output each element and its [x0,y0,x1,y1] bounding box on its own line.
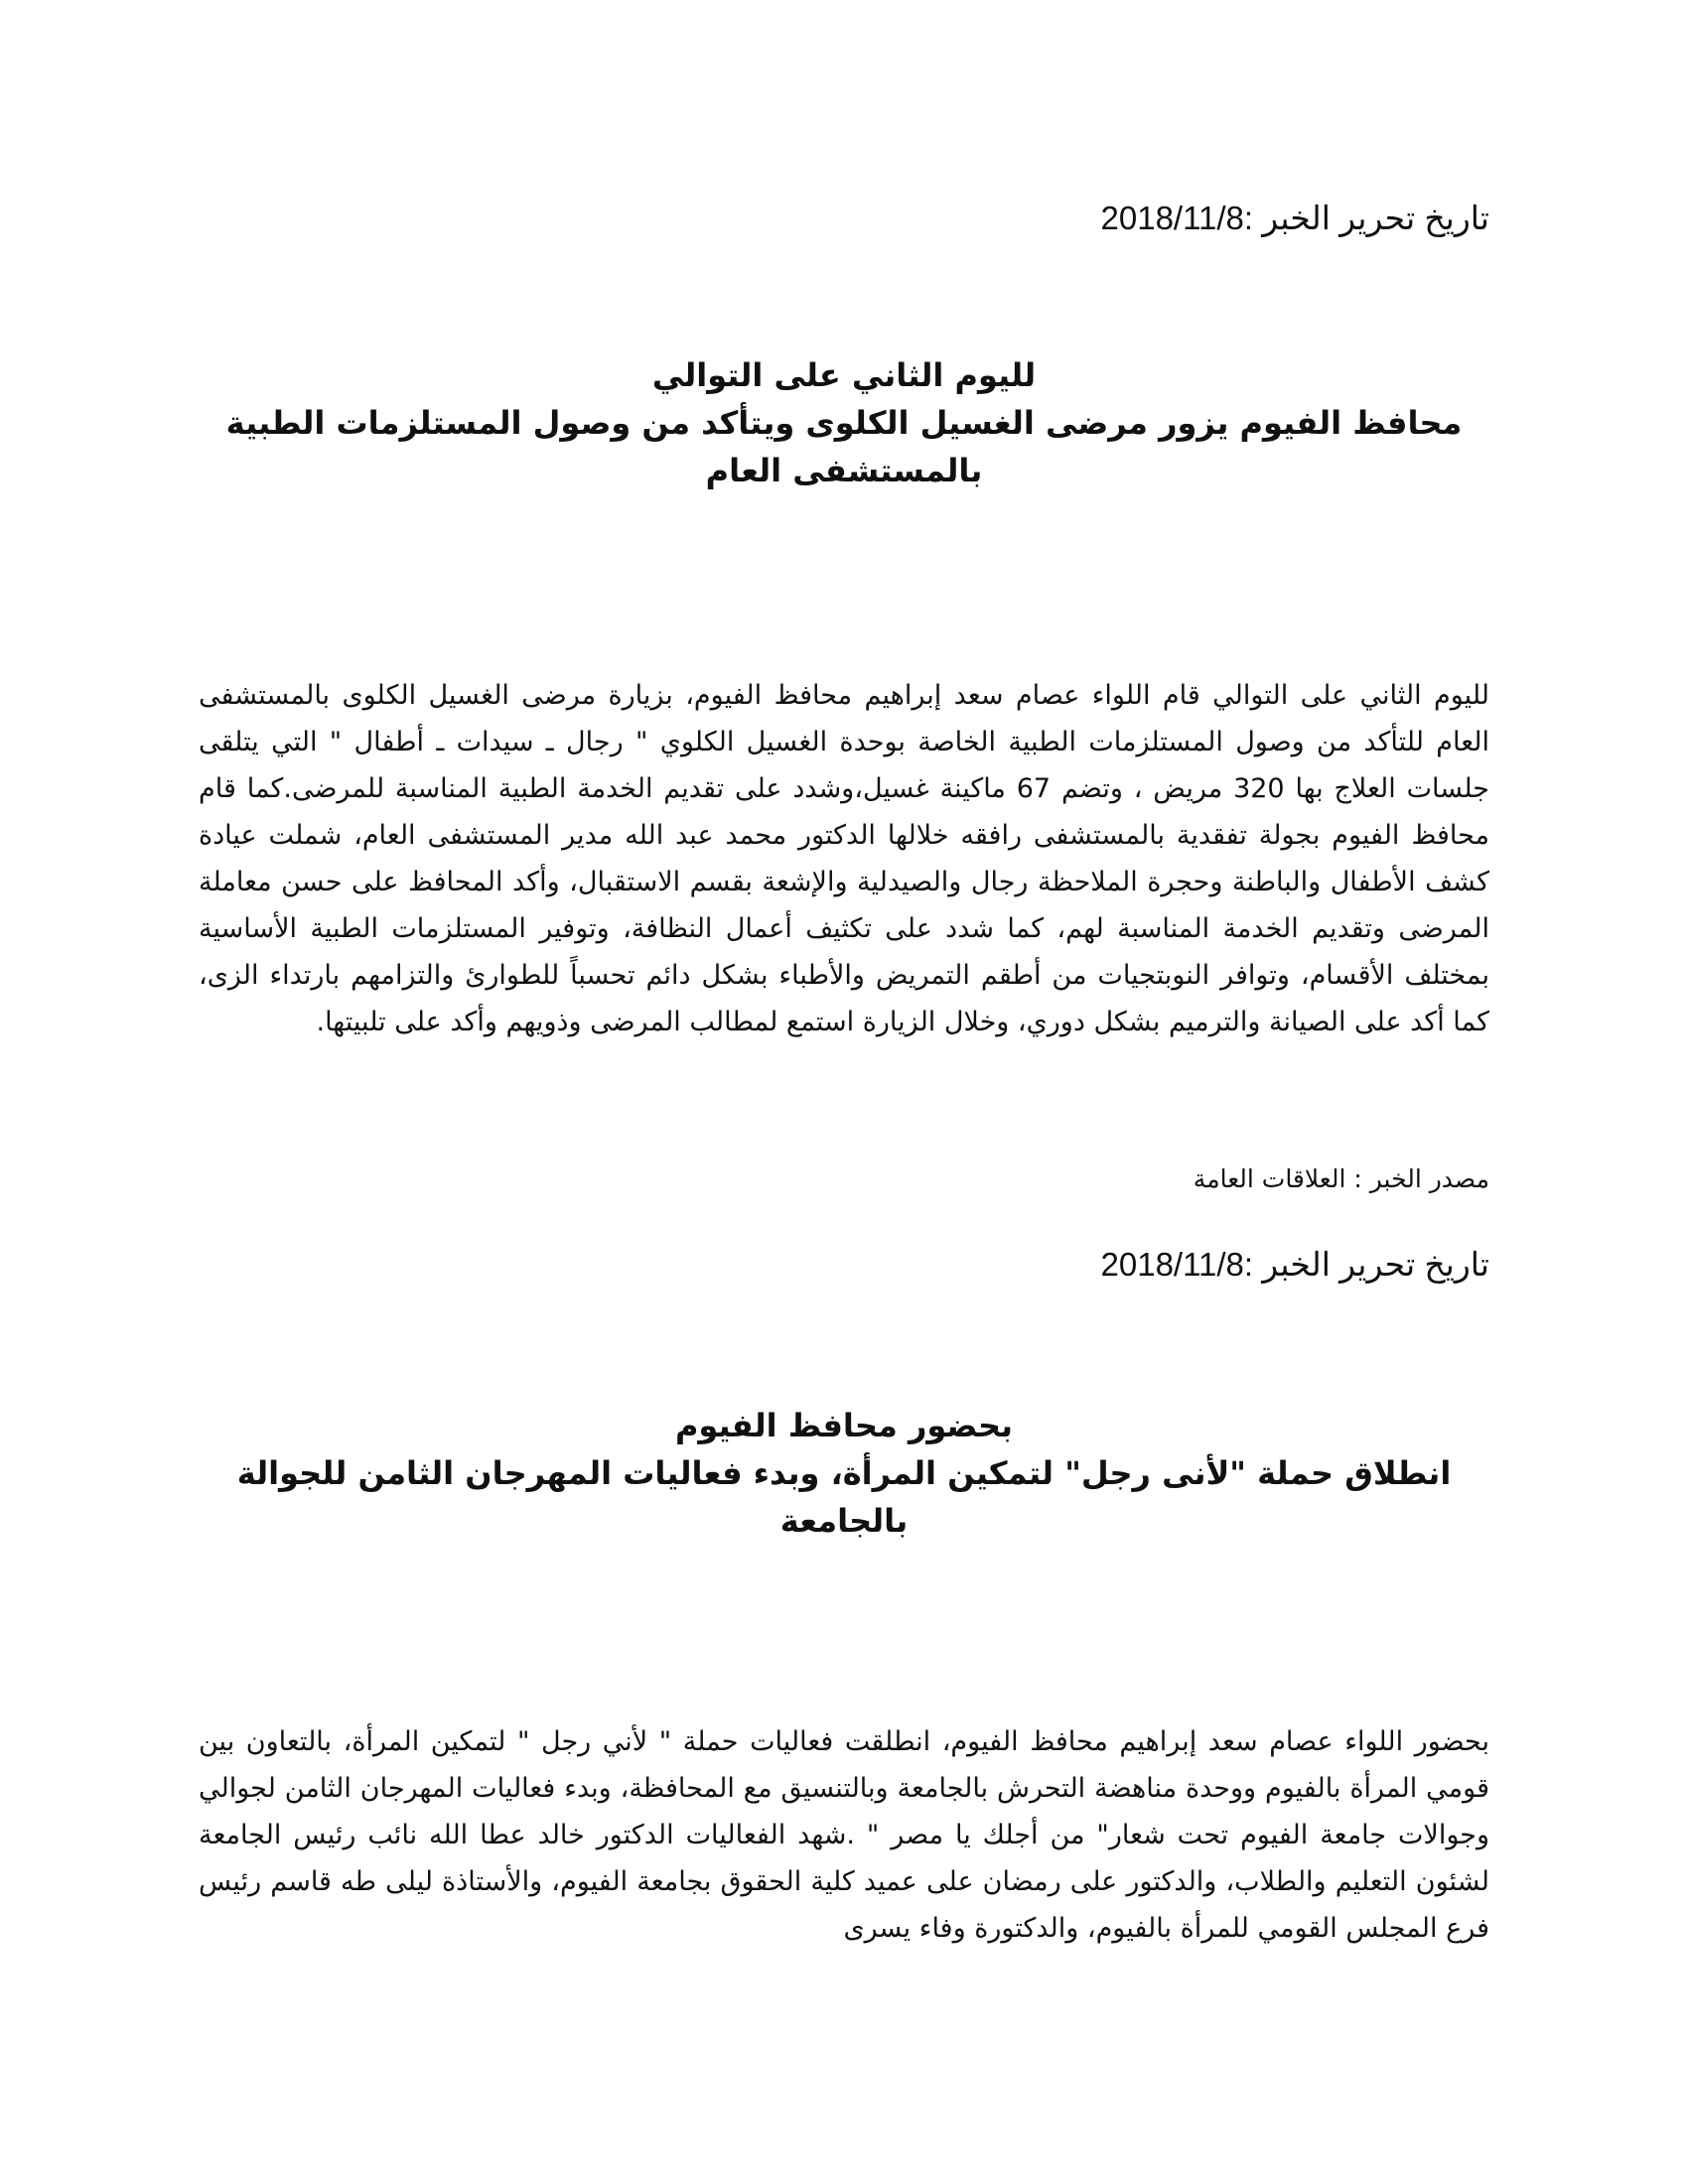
headline-continuation: بالمستشفى العام [705,452,983,489]
headline-main: انطلاق حملة "لأنى رجل" لتمكين المرأة، وبدء فعاليات المهرجان الثامن للجوالة [236,1454,1452,1492]
news-source-line: مصدر الخبر : العلاقات العامة [1193,1164,1489,1193]
news-headline [199,351,1489,494]
news-body-paragraph: بحضور اللواء عصام سعد إبراهيم محافظ الفيوم، انطلقت فعاليات حملة " لأني رجل " لتمكين المرأة، بالتعاون بين قومي المرأة بالفيوم ووحدة مناهضة التحرش بالجامعة وبالتنسيق مع المحافظة، وبدء فعاليات المهرجان الثامن لجوالي وجوالات جامعة الفيوم تحت شعار" من أجلك يا مصر " .شهد الفعاليات الدكتور خالد عطا الله نائب رئيس الجامعة لشئون التعليم والطلاب، والدكتور على رمضان على عميد كلية الحقوق بجامعة الفيوم، والأستاذة ليلى طه قاسم رئيس فرع المجلس القومي للمرأة بالفيوم، والدكتورة وفاء يسرى [199,1726,1489,1944]
headline-kicker: لليوم الثاني على التوالي [651,356,1037,394]
news-headline [199,1402,1489,1545]
news-date-line: تاريخ تحرير الخبر :2018/11/8 [1100,200,1489,236]
headline-continuation: بالجامعة [779,1502,909,1540]
news-body-paragraph: لليوم الثاني على التوالي قام اللواء عصام سعد إبراهيم محافظ الفيوم، بزيارة مرضى الغسيل الكلوى بالمستشفى العام للتأكد من وصول المستلزمات الطبية الخاصة بوحدة الغسيل الكلوي " رجال ـ سيدات ـ أطفال " التي يتلقى جلسات العلاج بها 320 مريض ، وتضم 67 ماكينة غسيل،وشدد على تقديم الخدمة الطبية المناسبة للمرضى.كما قام محافظ الفيوم بجولة تفقدية بالمستشفى رافقه خلالها الدكتور محمد عبد الله مدير المستشفى العام، شملت عيادة كشف الأطفال والباطنة وحجرة الملاحظة رجال والصيدلية والإشعة بقسم الاستقبال، وأكد المحافظ على حسن معاملة المرضى وتقديم الخدمة المناسبة لهم، كما شدد على تكثيف أعمال النظافة، وتوفير المستلزمات الطبية الأساسية بمختلف الأقسام، وتوافر النوبتجيات من أطقم التمريض والأطباء بشكل دائم تحسباً للطوارئ والتزامهم بارتداء الزى، كما أكد على الصيانة والترميم بشكل دوري، وخلال الزيارة استمع لمطالب المرضى وذويهم وأكد على تلبيتها. [199,680,1489,1037]
headline-kicker: بحضور محافظ الفيوم [674,1407,1014,1444]
headline-main: محافظ الفيوم يزور مرضى الغسيل الكلوى ويتأكد من وصول المستلزمات الطبية [225,404,1463,442]
news-date-line: تاريخ تحرير الخبر :2018/11/8 [1100,1246,1489,1283]
